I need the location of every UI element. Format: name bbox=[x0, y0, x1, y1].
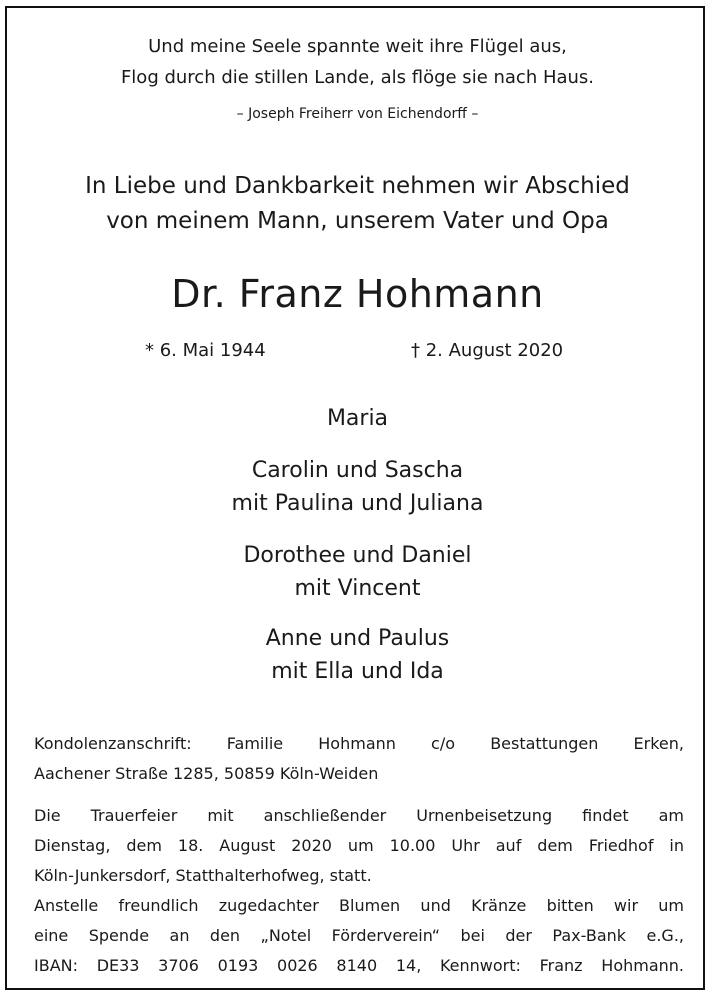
poem-line: Flog durch die stillen Lande, als flöge sie nach Haus. bbox=[120, 67, 595, 88]
donation-line: Anstelle freundlich zugedachter Blumen und Kränze bitten wir um bbox=[34, 896, 684, 915]
intro-line: von meinem Mann, unserem Vater und Opa bbox=[106, 208, 609, 234]
intro-line: In Liebe und Dankbarkeit nehmen wir Abschied bbox=[85, 173, 630, 199]
address-line: Kondolenzanschrift: Familie Hohmann c/o Bestattungen Erken, bbox=[34, 734, 684, 753]
poem bbox=[0, 31, 715, 93]
ceremony-line: Dienstag, dem 18. August 2020 um 10.00 Uhr auf dem Friedhof in bbox=[34, 836, 684, 855]
family-line: mit Ella und Ida bbox=[271, 659, 444, 684]
address-line: Aachener Straße 1285, 50859 Köln-Weiden bbox=[34, 764, 379, 783]
ceremony-info bbox=[34, 801, 684, 981]
poem-author: – Joseph Freiherr von Eichendorff – bbox=[236, 106, 479, 122]
death-date: † 2. August 2020 bbox=[411, 340, 564, 361]
family-line: Anne und Paulus bbox=[265, 626, 450, 651]
deceased-name: Dr. Franz Hohmann bbox=[171, 272, 544, 316]
family-group bbox=[0, 539, 715, 605]
intro-text bbox=[0, 169, 715, 239]
family-group bbox=[0, 622, 715, 688]
donation-line: IBAN: DE33 3706 0193 0026 8140 14, Kennwort: Franz Hohmann. bbox=[34, 956, 684, 975]
family-line: Maria bbox=[326, 406, 389, 431]
poem-line: Und meine Seele spannte weit ihre Flügel aus, bbox=[148, 36, 567, 57]
birth-date: * 6. Mai 1944 bbox=[145, 340, 266, 361]
family-group bbox=[0, 404, 715, 434]
donation-line: eine Spende an den „Notel Förderverein“ bei der Pax-Bank e.G., bbox=[34, 926, 684, 945]
family-line: Dorothee und Daniel bbox=[243, 543, 472, 568]
family-group bbox=[0, 454, 715, 520]
ceremony-line: Köln-Junkersdorf, Statthalterhofweg, statt. bbox=[34, 866, 372, 885]
family-line: mit Paulina und Juliana bbox=[231, 491, 484, 516]
ceremony-line: Die Trauerfeier mit anschließender Urnenbeisetzung findet am bbox=[34, 806, 684, 825]
family-line: mit Vincent bbox=[294, 576, 421, 601]
condolence-address bbox=[34, 729, 684, 789]
family-line: Carolin und Sascha bbox=[251, 458, 464, 483]
